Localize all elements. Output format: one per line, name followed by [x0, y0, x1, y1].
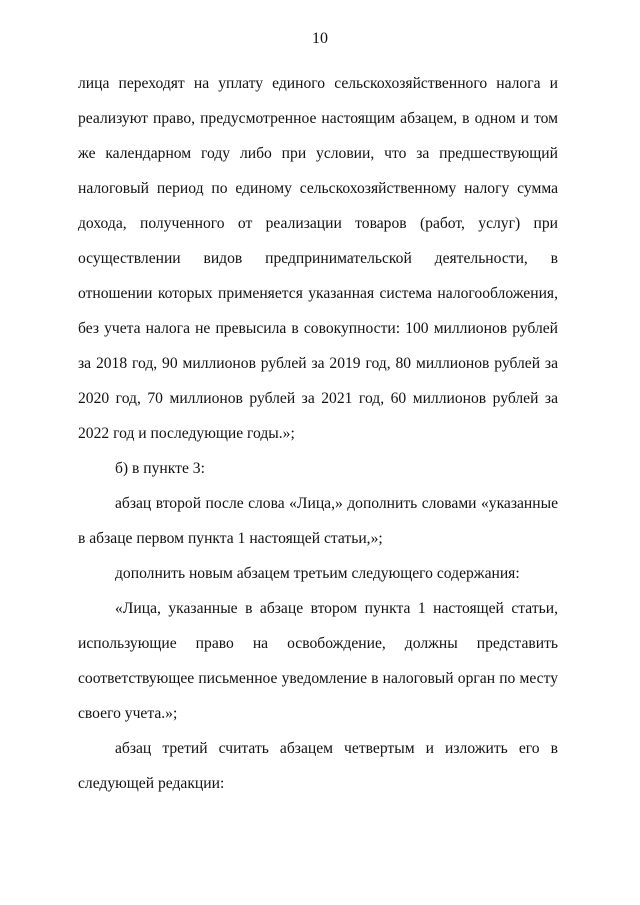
paragraph-new-third-abzac-intro: дополнить новым абзацем третьим следующего содержания: [115, 565, 520, 582]
paragraph-continuation: лица переходят на уплату единого сельскохозяйственного налога и реализуют право, предусмотренное настоящим абзацем, в одном и том же календарном году либо при условии, что за предшествующий налоговый период по единому сельскохозяйственному налогу сумма дохода, полученного от реализации товаров (работ, услуг) при осуществлении видов предпринимательской деятельности, в отношении которых применяется указанная система налогообложения, без учета налога не превысила в совокупности: 100 миллионов рублей за 2018 год, 90 миллионов рублей за 2019 год, 80 миллионов рублей за 2020 год, 70 миллионов рублей за 2021 год, 60 миллионов рублей за 2022 год и последующие годы.»; [78, 75, 558, 442]
paragraph-subitem-b: б) в пункте 3: [115, 460, 205, 477]
document-body [78, 66, 558, 801]
paragraph-renumber-instruction: абзац третий считать абзацем четвертым и изложить его в следующей редакции: [78, 740, 558, 792]
paragraph-quoted-text: «Лица, указанные в абзаце втором пункта 1 настоящей статьи, использующие право на освобождение, должны представить соответствующее письменное уведомление в налоговый орган по месту своего учета.»; [78, 600, 558, 722]
paragraph-amendment-second-abzac: абзац второй после слова «Лица,» дополнить словами «указанные в абзаце первом пункта 1 настоящей статьи,»; [78, 495, 558, 547]
page-number: 10 [312, 30, 328, 47]
